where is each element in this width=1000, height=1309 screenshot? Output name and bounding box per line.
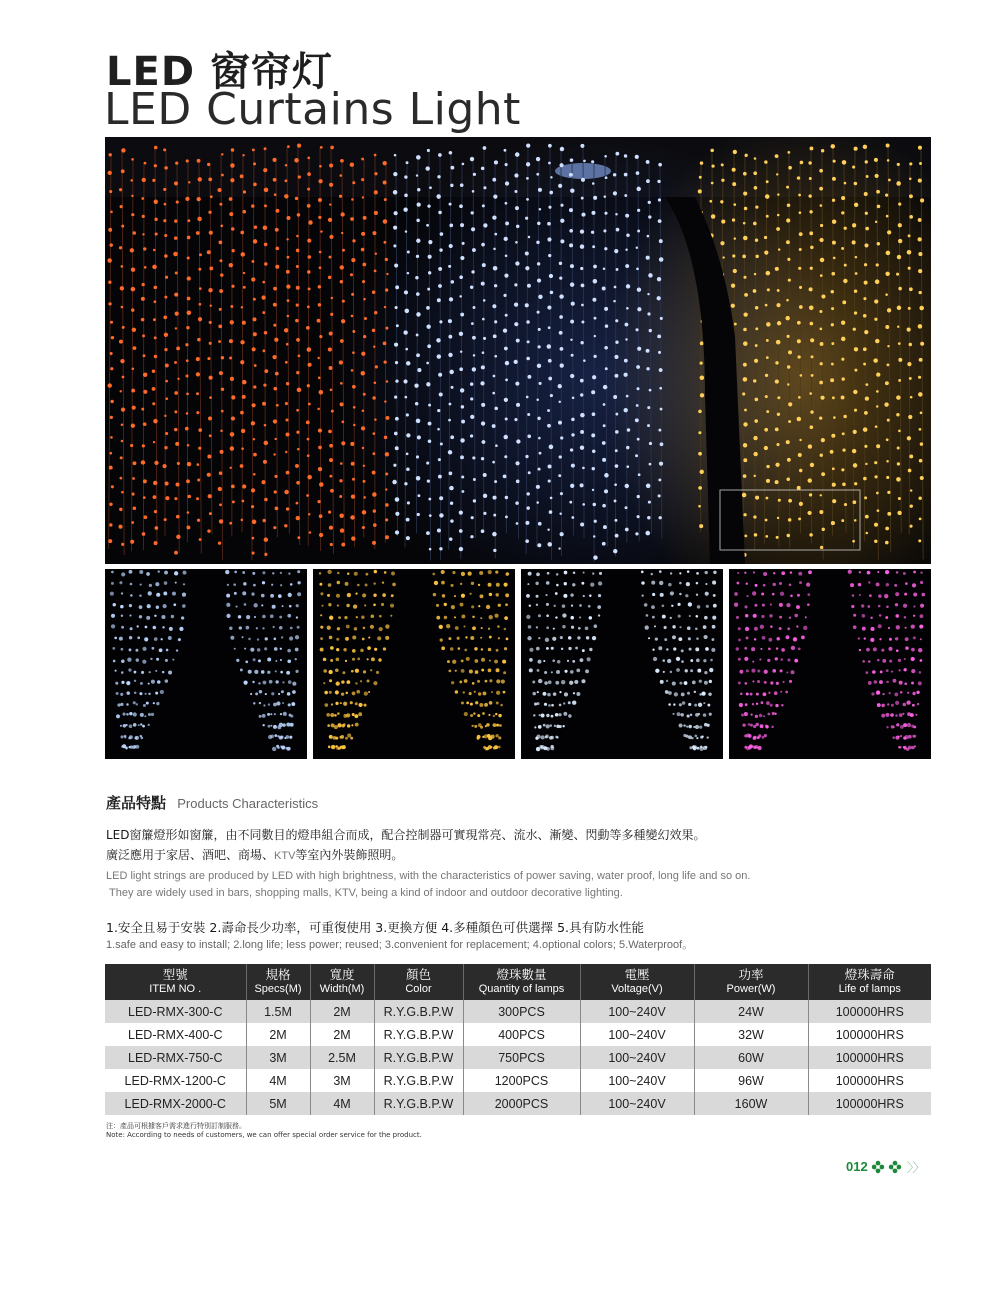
cell-voltage: 100~240V (580, 1092, 694, 1115)
description-cn-line1: LED窗簾燈形如窗簾，由不同數目的燈串組合而成，配合控制器可實現常亮、流水、漸變、閃動等多種變幻效果。 (106, 828, 706, 842)
cell-power: 160W (694, 1092, 808, 1115)
hero-curtain-lights-illustration (105, 137, 931, 564)
cell-color: R.Y.G.B.P.W (374, 1000, 463, 1023)
description-en-line1: LED light strings are produced by LED with high brightness, with the characteristics of power saving, water proof, long life and so on. (106, 870, 751, 882)
page-number: 012 (846, 1159, 868, 1174)
cell-color: R.Y.G.B.P.W (374, 1023, 463, 1046)
cell-voltage: 100~240V (580, 1069, 694, 1092)
cell-item-no: LED-RMX-750-C (105, 1046, 246, 1069)
table-row (105, 1046, 931, 1069)
features-cn: 1.安全且易于安裝 2.壽命長少功率，可重復使用 3.更換方便 4.多種顏色可供選擇 5.具有防水性能 (106, 920, 645, 935)
cell-quantity: 1200PCS (463, 1069, 580, 1092)
header-voltage: 電壓 Voltage(V) (580, 964, 694, 1000)
cell-voltage: 100~240V (580, 1023, 694, 1046)
note-en: Note: According to needs of customers, we can offer special order service for the product. (106, 1131, 422, 1139)
cell-life: 100000HRS (835, 1027, 904, 1042)
table-row (105, 1023, 931, 1046)
cell-item-no: LED-RMX-1200-C (105, 1069, 246, 1092)
thumbnail-gallery (105, 569, 931, 759)
note-cn: 注：產品可根據客戶需求進行特別訂制服務。 (106, 1122, 246, 1130)
cell-width: 4M (310, 1092, 374, 1115)
cell-item-no: LED-RMX-2000-C (105, 1092, 246, 1115)
characteristics-heading (106, 792, 318, 813)
cell-life: 100000HRS (808, 1000, 931, 1023)
cell-life: 100000HRS (808, 1092, 931, 1115)
header-item-no: 型號 ITEM NO . (105, 964, 246, 1000)
header-quantity: 燈珠數量 Quantity of lamps (463, 964, 580, 1000)
header-power: 功率 Power(W) (694, 964, 808, 1000)
cell-quantity: 400PCS (463, 1023, 580, 1046)
cell-width: 2.5M (310, 1046, 374, 1069)
cell-width: 3M (310, 1069, 374, 1092)
thumbnail-white-curtain (521, 569, 723, 759)
header-life: 燈珠壽命 Life of lamps (808, 964, 931, 1000)
cell-width: 2M (310, 1000, 374, 1023)
description-cn-line2-b: 等室內外裝飾照明。 (295, 848, 404, 862)
table-row (105, 1069, 931, 1092)
cell-voltage: 100~240V (580, 1000, 694, 1023)
cell-color: R.Y.G.B.P.W (374, 1092, 463, 1115)
cell-color: R.Y.G.B.P.W (374, 1069, 463, 1092)
cell-quantity: 750PCS (463, 1046, 580, 1069)
thumbnail-yellow-curtain (313, 569, 515, 759)
features-en: 1.safe and easy to install; 2.long life; less power; reused; 3.convenient for replacement; 4.optional colors; 5.Waterproof。 (106, 939, 694, 951)
characteristics-heading-en: Products Characteristics (177, 796, 319, 811)
cell-specs: 1.5M (246, 1000, 310, 1023)
thumbnail-blue-curtain (105, 569, 307, 759)
header-specs: 規格 Specs(M) (246, 964, 310, 1000)
header-color: 顏色 Color (374, 964, 463, 1000)
hero-image (105, 137, 931, 564)
cell-voltage: 100~240V (580, 1046, 694, 1069)
description-cn-line2 (106, 846, 403, 863)
cell-color: R.Y.G.B.P.W (374, 1046, 463, 1069)
cell-power: 60W (694, 1046, 808, 1069)
specifications-table (105, 964, 931, 1115)
cell-specs: 4M (246, 1069, 310, 1092)
characteristics-heading-cn: 產品特點 (106, 794, 167, 812)
cell-specs: 5M (246, 1092, 310, 1115)
table-row (105, 1092, 931, 1115)
thumbnail-pink-curtain (729, 569, 931, 759)
page-title-chinese: LED 窗帘灯 (106, 49, 333, 95)
page-number-footer (846, 1157, 924, 1176)
description-en-line2: They are widely used in bars, shopping malls, KTV, being a kind of indoor and outdoor decorative lighting. (109, 887, 623, 899)
cell-specs: 2M (246, 1023, 310, 1046)
cell-life: 100000HRS (808, 1046, 931, 1069)
cell-power: 32W (694, 1023, 808, 1046)
table-row (105, 1000, 931, 1023)
cell-item-no: LED-RMX-400-C (105, 1023, 246, 1046)
cell-item-no: LED-RMX-300-C (105, 1000, 246, 1023)
cell-power: 24W (694, 1000, 808, 1023)
description-cn-ktv: KTV (274, 850, 296, 862)
next-arrows-icon: 〉〉 (906, 1160, 925, 1175)
table-header-row (105, 964, 931, 1000)
cell-width: 2M (310, 1023, 374, 1046)
header-width: 寬度 Width(M) (310, 964, 374, 1000)
cell-quantity: 300PCS (463, 1000, 580, 1023)
page-title-english: LED Curtains Light (104, 84, 521, 135)
description-cn-line2-a: 廣泛應用于家居、酒吧、商場、 (106, 848, 275, 862)
flower-icon (888, 1160, 902, 1174)
cell-life: 100000HRS (835, 1073, 904, 1088)
flower-icon (871, 1160, 885, 1174)
cell-power: 96W (694, 1069, 808, 1092)
cell-quantity: 2000PCS (463, 1092, 580, 1115)
cell-specs: 3M (246, 1046, 310, 1069)
